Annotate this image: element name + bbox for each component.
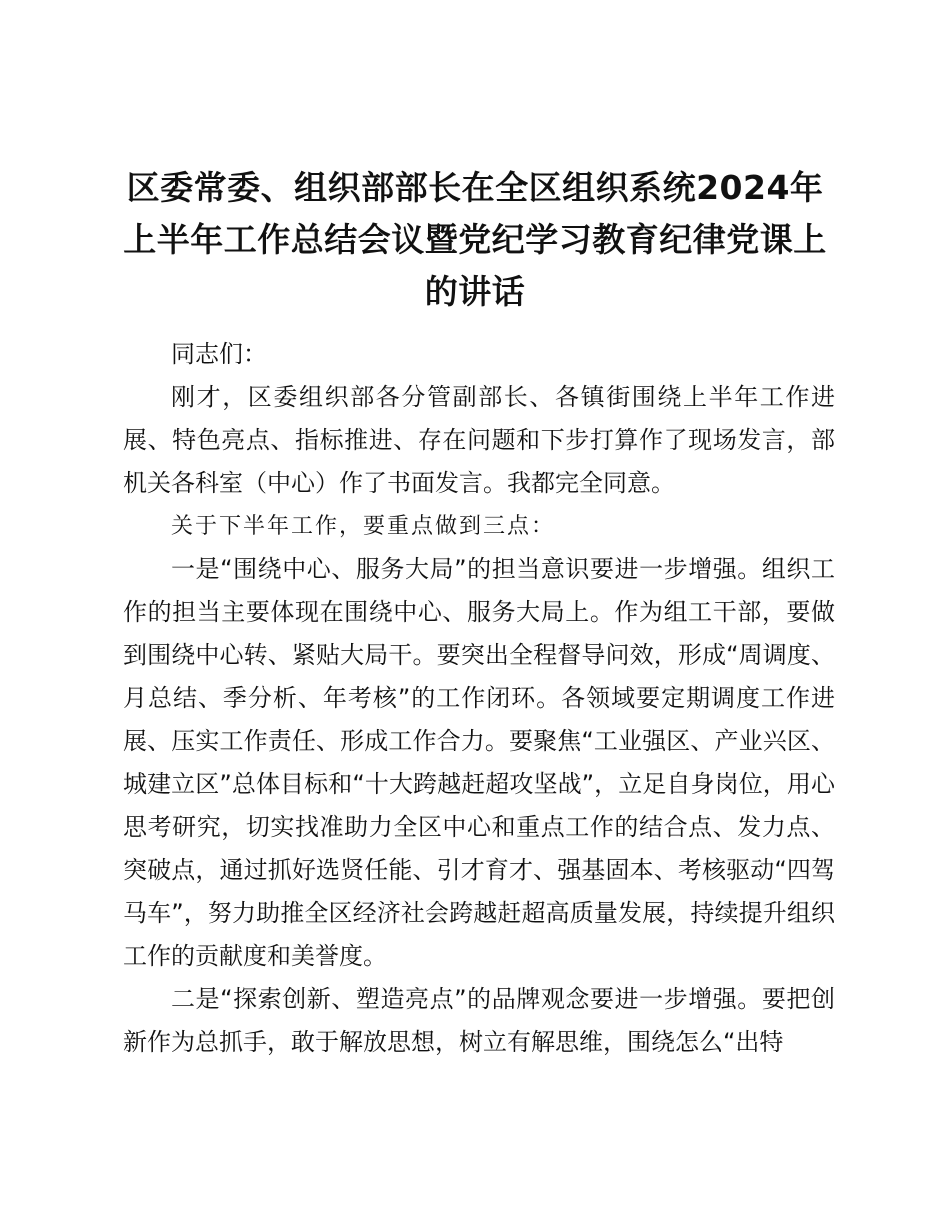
paragraph-point-one: 一是“围绕中心、服务大局”的担当意识要进一步增强。组织工作的担当主要体现在围绕中心、服务大局上。作为组工干部，要做到围绕中心转、紧贴大局干。要突出全程督导问效，形成“周调度、月总结、季分析、年考核”的工作闭环。各领域要定期调度工作进展、压实工作责任、形成工作合力。要聚焦“工业强区、产业兴区、城建立区”总体目标和“十大跨越赶超攻坚战”，立足自身岗位，用心思考研究，切实找准助力全区中心和重点工作的结合点、发力点、突破点，通过抓好选贤任能、引才育才、强基固本、考核驱动“四驾马车”，努力助推全区经济社会跨越赶超高质量发展，持续提升组织工作的贡献度和美誉度。 bbox=[123, 555, 835, 970]
salutation: 同志们： bbox=[171, 340, 267, 368]
paragraph-opening: 刚才，区委组织部各分管副部长、各镇街围绕上半年工作进展、特色亮点、指标推进、存在问题和下步打算作了现场发言，部机关各科室（中心）作了书面发言。我都完全同意。 bbox=[123, 383, 835, 497]
document-title: 区委常委、组织部部长在全区组织系统2024年上半年工作总结会议暨党纪学习教育纪律党课上的讲话 bbox=[123, 168, 827, 311]
paragraph-intro: 关于下半年工作，要重点做到三点： bbox=[171, 514, 556, 539]
document-body bbox=[123, 333, 835, 1064]
paragraph-point-two: 二是“探索创新、塑造亮点”的品牌观念要进一步增强。要把创新作为总抓手，敢于解放思想，树立有解思维，围绕怎么“出特 bbox=[123, 985, 835, 1056]
